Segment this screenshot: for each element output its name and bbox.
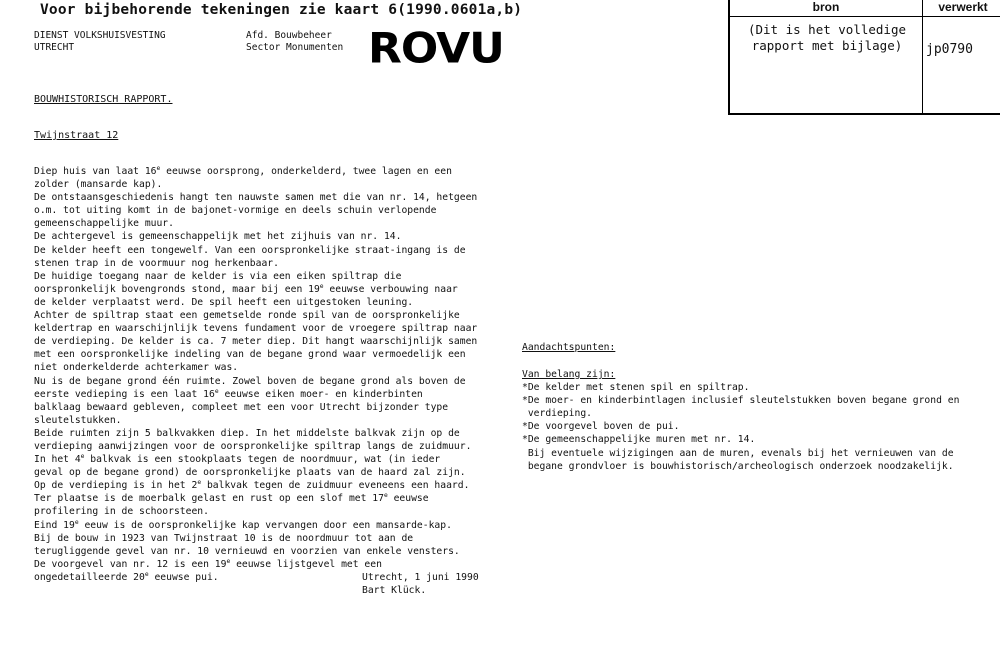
body-text-segment: Op de verdieping is in het 2 [34,480,198,492]
body-text-segment: eeuwse verbouwing naar [323,283,458,295]
body-line [34,361,504,374]
body-text-segment: profilering in de schoorsteen. [34,506,209,518]
body-text-segment: de verdieping. De kelder is ca. 7 meter diep. Dit hangt waarschijnlijk samen [34,336,478,348]
page-header-title [40,2,522,18]
report-address: Twijnstraat 12 [34,130,119,141]
archive-stamp [728,0,1000,115]
body-text-segment: Eind 19 [34,519,75,531]
body-text-segment: geval op de begane grond) de oorspronkelijke plaats van de haard zal zijn. [34,467,466,479]
body-line [34,191,504,204]
attention-item: *De kelder met stenen spil en spiltrap. [522,382,750,394]
body-text-segment: sleutelstukken. [34,414,122,426]
report-body [34,165,504,584]
body-text-segment: balklaag bewaard gebleven, compleet met een voor Utrecht bijzonder type [34,401,449,413]
body-text-segment: De huidige toegang naar de kelder is via een eiken spiltrap die [34,270,402,282]
attention-item: *De gemeenschappelijke muren met nr. 14. [522,434,756,446]
attention-list [522,368,998,473]
body-text-segment: eeuwse eiken moer- en kinderbinten [218,388,423,400]
sector-name: Sector Monumenten [246,42,344,53]
attention-item: verdieping. [522,408,592,420]
body-line [34,414,504,427]
body-line [34,427,504,440]
body-text-segment: De achtergevel is gemeenschappelijk met het zijhuis van nr. 14. [34,231,402,243]
body-line [34,505,504,518]
body-text-segment: Ter plaatse is de moerbalk gelast en rust op een slof met 17 [34,493,384,505]
attention-item: *De moer- en kinderbintlagen inclusief sleutelstukken boven begane grond en [522,395,960,407]
body-text-segment: terugliggende gevel van nr. 10 vernieuwd en voorzien van enkele vensters. [34,545,460,557]
stamp-note-line2: rapport met bijlage) [751,38,903,53]
body-line [34,230,504,243]
body-line [34,270,504,283]
body-line [34,440,504,453]
attention-item: begane grondvloer is bouwhistorisch/archeologisch onderzoek noodzakelijk. [522,460,954,472]
ordinal-superscript: e [383,492,388,500]
stamp-note [732,22,922,54]
body-text-segment: De kelder heeft een tongewelf. Van een oorspronkelijke straat-ingang is de [34,244,466,256]
rovu-logo: ROVU [368,24,504,73]
body-line [34,453,504,466]
stamp-code: jp0790 [926,42,973,57]
body-line [34,322,504,335]
body-text-segment: Beide ruimten zijn 5 balkvakken diep. In het middelste balkvak zijn op de [34,427,460,439]
body-line [34,204,504,217]
body-text-segment: verdieping aanwijzingen voor de oorspronkelijke spiltrap langs de zuidmuur. [34,440,472,452]
body-line [34,217,504,230]
body-text-segment: eeuw is de oorspronkelijke kap vervangen door een mansarde-kap. [78,519,452,531]
body-text-segment: o.m. tot uiting komt in de bajonet-vormige en deels schuin verlopende [34,205,437,217]
stamp-note-line1: (Dit is het volledige [747,22,907,37]
division-block [246,30,343,54]
body-text-segment: de kelder verplaatst werd. De spil heeft een uitgestoken leuning. [34,296,414,308]
body-line [34,165,504,178]
ordinal-superscript: e [144,570,149,578]
body-text-segment: met een oorspronkelijke indeling van de begane grond waar vermoedelijk een [34,349,466,361]
signoff-date: Utrecht, 1 juni 1990 [362,572,479,583]
body-text-segment: ongedetailleerde 20 [34,571,145,583]
body-text-segment: De voorgevel van nr. 12 is een 19 [34,558,227,570]
body-line [34,519,504,532]
attention-title: Aandachtspunten: [522,342,616,353]
body-text-segment: eeuwse oorsprong, onderkelderd, twee lagen en een [160,166,452,177]
body-text-segment: niet onderkelderde achterkamer was. [34,362,239,374]
body-line [34,348,504,361]
signoff-block [362,571,479,597]
header-title-prefix: Voor bijbehorende tekeningen zie kaart 6 [40,2,398,18]
body-line [34,558,504,571]
body-text-segment: balkvak tegen de zuidmuur eveneens een haard. [201,480,470,492]
body-text-segment: zolder (mansarde kap). [34,179,163,191]
body-line [34,388,504,401]
signoff-author: Bart Klück. [362,585,427,597]
body-line [34,532,504,545]
ordinal-superscript: e [74,518,79,526]
body-line [34,466,504,479]
body-line [34,335,504,348]
division-name: Afd. Bouwbeheer [246,30,332,41]
attention-item: *De voorgevel boven de pui. [522,421,680,433]
body-line [34,545,504,558]
body-line [34,296,504,309]
stamp-verwerkt-header: verwerkt [938,0,988,14]
department-name: DIENST VOLKSHUISVESTING [34,30,166,41]
attention-subheading: Van belang zijn: [522,369,616,380]
body-line [34,401,504,414]
body-text-segment: stenen trap in de voormuur nog herkenbaar. [34,257,279,269]
body-text-segment: eeuwse lijstgevel met een [230,558,382,570]
report-title: BOUWHISTORISCH RAPPORT. [34,94,173,105]
body-text-segment: oorspronkelijk bovengronds stond, maar bij een 19 [34,283,320,295]
body-text-segment: keldertrap en waarschijnlijk tevens fundament voor de vroegere spiltrap naar [34,323,478,335]
ordinal-superscript: e [156,164,161,172]
department-city: UTRECHT [34,42,75,53]
ordinal-superscript: e [319,282,324,290]
body-text-segment: Diep huis van laat 16 [34,166,157,177]
department-block [34,30,166,54]
ordinal-superscript: e [80,452,85,460]
body-text-segment: In het 4 [34,454,81,466]
body-line [34,309,504,322]
body-line [34,244,504,257]
body-text-segment: eeuwse [387,493,429,505]
body-text-segment: Bij de bouw in 1923 van Twijnstraat 10 is de noordmuur tot aan de [34,532,414,544]
ordinal-superscript: e [214,387,219,395]
stamp-bron-header: bron [812,0,840,14]
header-title-ref: (1990.0601a,b) [397,2,523,18]
body-line [34,178,504,191]
body-text-segment: Achter de spiltrap staat een gemetselde ronde spil van de oorspronkelijke [34,310,460,322]
body-line [34,257,504,270]
body-text-segment: eerste vedieping is een laat 16 [34,388,215,400]
ordinal-superscript: e [197,479,202,487]
body-line [34,479,504,492]
ordinal-superscript: e [226,557,231,565]
body-text-segment: Nu is de begane grond één ruimte. Zowel boven de begane grond als boven de [34,375,466,387]
attention-item: Bij eventuele wijzigingen aan de muren, evenals bij het vernieuwen van de [522,447,954,459]
body-text-segment: eeuwse pui. [148,571,219,583]
body-text-segment: balkvak is een stookplaats tegen de noordmuur, wat (in ieder [84,454,441,466]
body-text-segment: gemeenschappelijke muur. [34,218,174,230]
body-line [34,375,504,388]
body-line [34,492,504,505]
body-text-segment: De ontstaansgeschiedenis hangt ten nauwste samen met die van nr. 14, hetgeen [34,192,478,204]
body-line [34,283,504,296]
